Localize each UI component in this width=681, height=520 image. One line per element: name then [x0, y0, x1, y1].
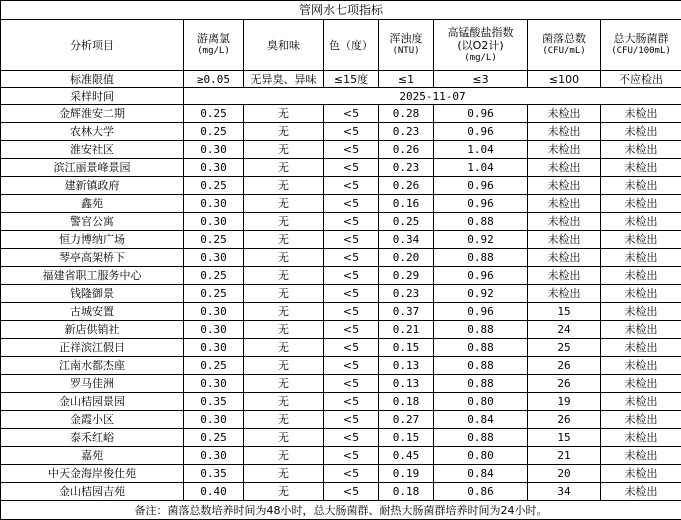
- table-row: [1, 447, 681, 465]
- table-row: [1, 267, 681, 285]
- header-permanganate-name: 高锰酸盐指数: [434, 26, 527, 39]
- cell-value: 34: [528, 483, 601, 501]
- header-turbidity-name: 浑浊度: [379, 32, 433, 45]
- cell-value: 19: [528, 393, 601, 411]
- cell-value: 0.96: [434, 177, 528, 195]
- site-name: 金辉淮安二期: [1, 105, 184, 123]
- header-item: 分析项目: [1, 20, 184, 71]
- cell-value: 未检出: [528, 285, 601, 303]
- header-turbidity-unit: (NTU): [379, 45, 433, 58]
- cell-value: 1.04: [434, 141, 528, 159]
- cell-value: 0.25: [184, 231, 244, 249]
- cell-value: 无: [244, 177, 324, 195]
- cell-value: 无: [244, 411, 324, 429]
- site-name: 恒力博纳广场: [1, 231, 184, 249]
- cell-value: 0.13: [379, 375, 434, 393]
- cell-value: 0.30: [184, 141, 244, 159]
- header-colony-count-name: 菌落总数: [528, 32, 600, 45]
- cell-value: <5: [324, 177, 379, 195]
- site-name: 古城安置: [1, 303, 184, 321]
- standard-value: ≤15度: [324, 71, 379, 88]
- cell-value: 24: [528, 321, 601, 339]
- header-color-name: 色（度）: [324, 39, 378, 52]
- header-odor: [244, 20, 324, 71]
- site-name: 滨江丽景峰景园: [1, 159, 184, 177]
- cell-value: 未检出: [528, 123, 601, 141]
- cell-value: 未检出: [601, 249, 681, 267]
- sampling-date: 2025-11-07: [184, 88, 681, 105]
- standard-value: ≤100: [528, 71, 601, 88]
- cell-value: <5: [324, 249, 379, 267]
- cell-value: 未检出: [528, 231, 601, 249]
- cell-value: <5: [324, 411, 379, 429]
- header-permanganate-unit2: (以O2计): [434, 39, 527, 52]
- table-row: [1, 231, 681, 249]
- cell-value: 无: [244, 393, 324, 411]
- cell-value: 0.19: [379, 465, 434, 483]
- table-row: [1, 393, 681, 411]
- cell-value: 0.92: [434, 285, 528, 303]
- cell-value: <5: [324, 447, 379, 465]
- cell-value: 0.30: [184, 195, 244, 213]
- cell-value: 无: [244, 285, 324, 303]
- table-row: [1, 339, 681, 357]
- cell-value: 未检出: [601, 357, 681, 375]
- table-row: [1, 159, 681, 177]
- cell-value: 0.18: [379, 393, 434, 411]
- cell-value: <5: [324, 195, 379, 213]
- table-row: [1, 321, 681, 339]
- cell-value: 26: [528, 375, 601, 393]
- table-row: [1, 105, 681, 123]
- cell-value: 未检出: [601, 447, 681, 465]
- site-name: 金山桔园景园: [1, 393, 184, 411]
- table-row: [1, 375, 681, 393]
- cell-value: 0.16: [379, 195, 434, 213]
- cell-value: 无: [244, 123, 324, 141]
- cell-value: 0.25: [184, 285, 244, 303]
- cell-value: 0.21: [379, 321, 434, 339]
- header-coliform-unit: (CFU/100mL): [601, 45, 681, 58]
- cell-value: 0.15: [379, 339, 434, 357]
- table-row: [1, 465, 681, 483]
- cell-value: 0.30: [184, 213, 244, 231]
- cell-value: 未检出: [601, 105, 681, 123]
- cell-value: 0.88: [434, 213, 528, 231]
- cell-value: 0.40: [184, 483, 244, 501]
- cell-value: <5: [324, 321, 379, 339]
- header-colony-count: [528, 20, 601, 71]
- cell-value: 0.30: [184, 447, 244, 465]
- standard-label: 标准限值: [1, 71, 184, 88]
- cell-value: 未检出: [601, 339, 681, 357]
- standard-value: 无异臭、异味: [244, 71, 324, 88]
- cell-value: 0.96: [434, 105, 528, 123]
- table-row: [1, 177, 681, 195]
- cell-value: 0.84: [434, 411, 528, 429]
- table-row: [1, 357, 681, 375]
- cell-value: 未检出: [528, 213, 601, 231]
- cell-value: 0.23: [379, 123, 434, 141]
- cell-value: 0.25: [184, 123, 244, 141]
- site-name: 金山桔园吉苑: [1, 483, 184, 501]
- cell-value: <5: [324, 285, 379, 303]
- cell-value: 0.37: [379, 303, 434, 321]
- cell-value: 0.88: [434, 357, 528, 375]
- cell-value: 26: [528, 357, 601, 375]
- cell-value: 未检出: [528, 249, 601, 267]
- header-free-chlorine-name: 游离氯: [184, 32, 243, 45]
- cell-value: <5: [324, 465, 379, 483]
- cell-value: <5: [324, 393, 379, 411]
- cell-value: 无: [244, 159, 324, 177]
- site-name: 福建省职工服务中心: [1, 267, 184, 285]
- cell-value: 无: [244, 375, 324, 393]
- cell-value: 未检出: [601, 375, 681, 393]
- cell-value: <5: [324, 141, 379, 159]
- cell-value: 未检出: [528, 105, 601, 123]
- cell-value: 未检出: [601, 267, 681, 285]
- header-coliform: [601, 20, 681, 71]
- cell-value: 无: [244, 321, 324, 339]
- cell-value: 0.18: [379, 483, 434, 501]
- cell-value: 0.30: [184, 303, 244, 321]
- cell-value: 未检出: [601, 429, 681, 447]
- header-permanganate-unit: (mg/L): [434, 52, 527, 65]
- cell-value: 0.25: [184, 429, 244, 447]
- cell-value: 0.30: [184, 375, 244, 393]
- header-color: [324, 20, 379, 71]
- cell-value: <5: [324, 429, 379, 447]
- site-name: 农林大学: [1, 123, 184, 141]
- cell-value: 0.45: [379, 447, 434, 465]
- sampling-label: 采样时间: [1, 88, 184, 105]
- cell-value: 0.28: [379, 105, 434, 123]
- cell-value: 0.96: [434, 303, 528, 321]
- cell-value: 未检出: [601, 285, 681, 303]
- cell-value: 无: [244, 339, 324, 357]
- cell-value: 20: [528, 465, 601, 483]
- cell-value: 无: [244, 231, 324, 249]
- cell-value: 0.88: [434, 339, 528, 357]
- cell-value: 无: [244, 357, 324, 375]
- cell-value: 0.25: [184, 267, 244, 285]
- cell-value: 0.25: [184, 357, 244, 375]
- table-row: [1, 195, 681, 213]
- cell-value: 未检出: [528, 141, 601, 159]
- table-row: [1, 411, 681, 429]
- table-title: 管网水七项指标: [1, 1, 681, 20]
- table-row: [1, 249, 681, 267]
- cell-value: 0.80: [434, 447, 528, 465]
- cell-value: 未检出: [601, 213, 681, 231]
- cell-value: 0.30: [184, 159, 244, 177]
- table-row: [1, 141, 681, 159]
- cell-value: 0.30: [184, 339, 244, 357]
- site-name: 正祥滨江假日: [1, 339, 184, 357]
- site-name: 中天金海岸俊仕苑: [1, 465, 184, 483]
- cell-value: 无: [244, 213, 324, 231]
- cell-value: 0.15: [379, 429, 434, 447]
- cell-value: 0.34: [379, 231, 434, 249]
- cell-value: 0.88: [434, 375, 528, 393]
- cell-value: <5: [324, 303, 379, 321]
- cell-value: <5: [324, 339, 379, 357]
- cell-value: 0.96: [434, 123, 528, 141]
- site-name: 琴亭高架桥下: [1, 249, 184, 267]
- header-free-chlorine: [184, 20, 244, 71]
- table-row: [1, 303, 681, 321]
- table-row: [1, 483, 681, 501]
- cell-value: 0.29: [379, 267, 434, 285]
- cell-value: 0.25: [379, 213, 434, 231]
- table-row: [1, 429, 681, 447]
- header-colony-count-unit: (CFU/mL): [528, 45, 600, 58]
- cell-value: <5: [324, 105, 379, 123]
- standard-value: ≤3: [434, 71, 528, 88]
- cell-value: 未检出: [528, 195, 601, 213]
- table-row: [1, 213, 681, 231]
- cell-value: 15: [528, 303, 601, 321]
- cell-value: 未检出: [601, 159, 681, 177]
- cell-value: <5: [324, 231, 379, 249]
- cell-value: <5: [324, 483, 379, 501]
- cell-value: 0.35: [184, 393, 244, 411]
- cell-value: 无: [244, 447, 324, 465]
- cell-value: 无: [244, 141, 324, 159]
- header-turbidity: [379, 20, 434, 71]
- standard-value: ≤1: [379, 71, 434, 88]
- cell-value: 0.30: [184, 411, 244, 429]
- cell-value: 0.23: [379, 159, 434, 177]
- cell-value: 25: [528, 339, 601, 357]
- cell-value: <5: [324, 267, 379, 285]
- cell-value: 0.23: [379, 285, 434, 303]
- cell-value: 未检出: [601, 231, 681, 249]
- site-name: 鑫苑: [1, 195, 184, 213]
- site-name: 钱隆御景: [1, 285, 184, 303]
- cell-value: 0.25: [184, 105, 244, 123]
- cell-value: 0.30: [184, 321, 244, 339]
- cell-value: 未检出: [601, 177, 681, 195]
- header-permanganate: [434, 20, 528, 71]
- cell-value: <5: [324, 159, 379, 177]
- cell-value: 无: [244, 465, 324, 483]
- cell-value: 未检出: [601, 303, 681, 321]
- table-row: [1, 285, 681, 303]
- table-row: [1, 123, 681, 141]
- header-row: [1, 20, 681, 71]
- cell-value: <5: [324, 375, 379, 393]
- cell-value: <5: [324, 357, 379, 375]
- cell-value: 0.88: [434, 321, 528, 339]
- cell-value: 0.92: [434, 231, 528, 249]
- site-name: 淮安社区: [1, 141, 184, 159]
- cell-value: 未检出: [601, 141, 681, 159]
- site-name: 嘉苑: [1, 447, 184, 465]
- cell-value: 无: [244, 483, 324, 501]
- cell-value: 未检出: [601, 465, 681, 483]
- standard-value: ≥0.05: [184, 71, 244, 88]
- cell-value: 0.88: [434, 249, 528, 267]
- cell-value: 0.96: [434, 267, 528, 285]
- standard-value: 不应检出: [601, 71, 681, 88]
- cell-value: 0.13: [379, 357, 434, 375]
- table-note: 备注：菌落总数培养时间为48小时，总大肠菌群、耐热大肠菌群培养时间为24小时。: [1, 501, 681, 520]
- cell-value: 0.26: [379, 177, 434, 195]
- cell-value: 0.30: [184, 249, 244, 267]
- cell-value: 0.25: [184, 177, 244, 195]
- cell-value: 未检出: [601, 483, 681, 501]
- site-name: 新店供销社: [1, 321, 184, 339]
- cell-value: 无: [244, 249, 324, 267]
- cell-value: 未检出: [601, 393, 681, 411]
- sampling-row: [1, 88, 681, 105]
- cell-value: 0.26: [379, 141, 434, 159]
- standard-row: [1, 71, 681, 88]
- header-free-chlorine-unit: (mg/L): [184, 45, 243, 58]
- cell-value: 0.35: [184, 465, 244, 483]
- cell-value: 1.04: [434, 159, 528, 177]
- site-name: 建新镇政府: [1, 177, 184, 195]
- cell-value: 未检出: [601, 195, 681, 213]
- cell-value: 0.88: [434, 429, 528, 447]
- cell-value: <5: [324, 123, 379, 141]
- site-name: 警官公寓: [1, 213, 184, 231]
- cell-value: 无: [244, 429, 324, 447]
- cell-value: 无: [244, 105, 324, 123]
- cell-value: 0.84: [434, 465, 528, 483]
- cell-value: 15: [528, 429, 601, 447]
- site-name: 罗马佳洲: [1, 375, 184, 393]
- cell-value: 未检出: [528, 177, 601, 195]
- site-name: 泰禾红峪: [1, 429, 184, 447]
- cell-value: <5: [324, 213, 379, 231]
- cell-value: 无: [244, 267, 324, 285]
- cell-value: 无: [244, 303, 324, 321]
- cell-value: 0.86: [434, 483, 528, 501]
- site-name: 江南水都杰座: [1, 357, 184, 375]
- cell-value: 未检出: [601, 321, 681, 339]
- cell-value: 0.96: [434, 195, 528, 213]
- cell-value: 未检出: [601, 123, 681, 141]
- cell-value: 未检出: [601, 411, 681, 429]
- site-name: 金霞小区: [1, 411, 184, 429]
- cell-value: 未检出: [528, 159, 601, 177]
- cell-value: 0.27: [379, 411, 434, 429]
- cell-value: 未检出: [528, 267, 601, 285]
- cell-value: 26: [528, 411, 601, 429]
- header-odor-name: 臭和味: [244, 39, 323, 52]
- cell-value: 无: [244, 195, 324, 213]
- cell-value: 0.20: [379, 249, 434, 267]
- header-coliform-name: 总大肠菌群: [601, 32, 681, 45]
- cell-value: 21: [528, 447, 601, 465]
- cell-value: 0.80: [434, 393, 528, 411]
